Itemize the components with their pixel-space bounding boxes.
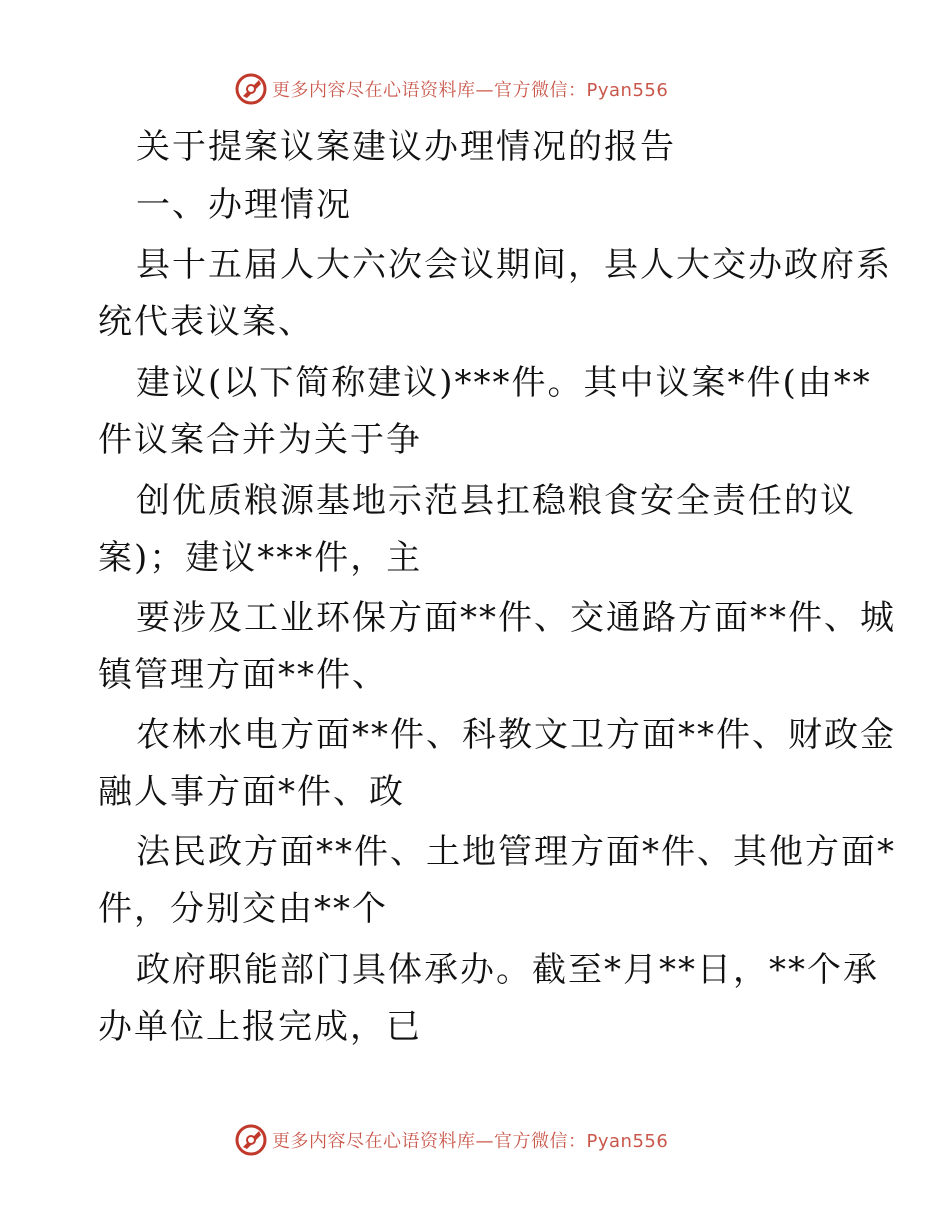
document-title: 关于提案议案建议办理情况的报告 — [136, 127, 676, 167]
watermark-text: 更多内容尽在心语资料库—官方微信：Pyan556 — [272, 1131, 669, 1152]
section-heading: 一、办理情况 — [136, 185, 352, 225]
paragraph-line: 建议(以下简称建议)***件。其中议案*件(由** — [136, 363, 872, 403]
paragraph-line: 要涉及工业环保方面**件、交通路方面**件、城 — [136, 598, 896, 638]
paragraph-line: 融人事方面*件、政 — [98, 772, 405, 812]
paragraph-line: 法民政方面**件、土地管理方面*件、其他方面* — [136, 832, 896, 872]
watermark-header — [234, 72, 668, 106]
paragraph-line: 创优质粮源基地示范县扛稳粮食安全责任的议 — [136, 481, 856, 521]
paragraph-line: 办单位上报完成，已 — [98, 1007, 422, 1047]
paragraph-line: 件议案合并为关于争 — [98, 420, 422, 460]
paragraph-line: 县十五届人大六次会议期间，县人大交办政府系 — [136, 245, 892, 285]
brand-logo-icon — [234, 72, 268, 106]
paragraph-line: 件，分别交由**个 — [98, 889, 388, 929]
paragraph-line: 统代表议案、 — [98, 302, 314, 342]
paragraph-line: 农林水电方面**件、科教文卫方面**件、财政金 — [136, 715, 896, 755]
paragraph-line: 镇管理方面**件、 — [98, 655, 388, 695]
brand-logo-icon — [234, 1123, 268, 1157]
paragraph-line: 政府职能部门具体承办。截至*月**日，**个承 — [136, 950, 879, 990]
paragraph-line: 案)；建议***件，主 — [98, 538, 423, 578]
watermark-text: 更多内容尽在心语资料库—官方微信：Pyan556 — [272, 80, 669, 101]
watermark-footer — [234, 1123, 668, 1157]
